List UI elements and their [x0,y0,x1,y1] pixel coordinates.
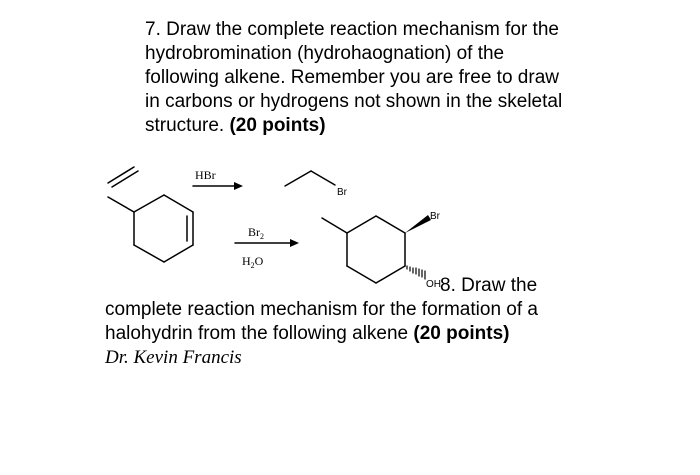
bromoethane-structure [285,171,335,186]
question-7-last-text: structure. [145,115,230,136]
ethene-structure [108,167,138,187]
question-8-line: complete reaction mechanism for the formation of a [105,299,538,320]
question-8-first-line: 8. Draw the [440,275,538,296]
question-8 [105,298,538,346]
question-8-line [105,322,538,346]
reaction-2-arrow [235,239,299,247]
halohydrin-structure [322,215,431,283]
question-7-points: (20 points) [229,115,326,136]
product-2-oh-label: OH [426,279,441,290]
author-name: Dr. Kevin Francis [105,347,242,368]
product-2-br-label: Br [430,211,440,222]
question-8-last-text: halohydrin from the following alkene [105,323,414,344]
question-7-line: following alkene. Remember you are free to draw [145,67,559,88]
reaction-1-arrow [193,182,243,190]
question-7-line: 7. Draw the complete reaction mechanism for the [145,19,559,40]
methylcyclohexene-structure [108,195,193,262]
wedge-bond [405,215,431,233]
product-1-br-label: Br [337,187,347,198]
reagent-br2: $Br_2$ [248,225,264,241]
reagent-h2o: $H_2O$ [242,254,264,270]
question-8-points: (20 points) [413,323,510,344]
question-7-line: in carbons or hydrogens not shown in the skeletal [145,91,563,112]
hash-bond [407,266,425,279]
reagent-hbr: HBr [195,168,216,182]
question-7-line: hydrobromination (hydrohaognation) of the [145,43,505,64]
